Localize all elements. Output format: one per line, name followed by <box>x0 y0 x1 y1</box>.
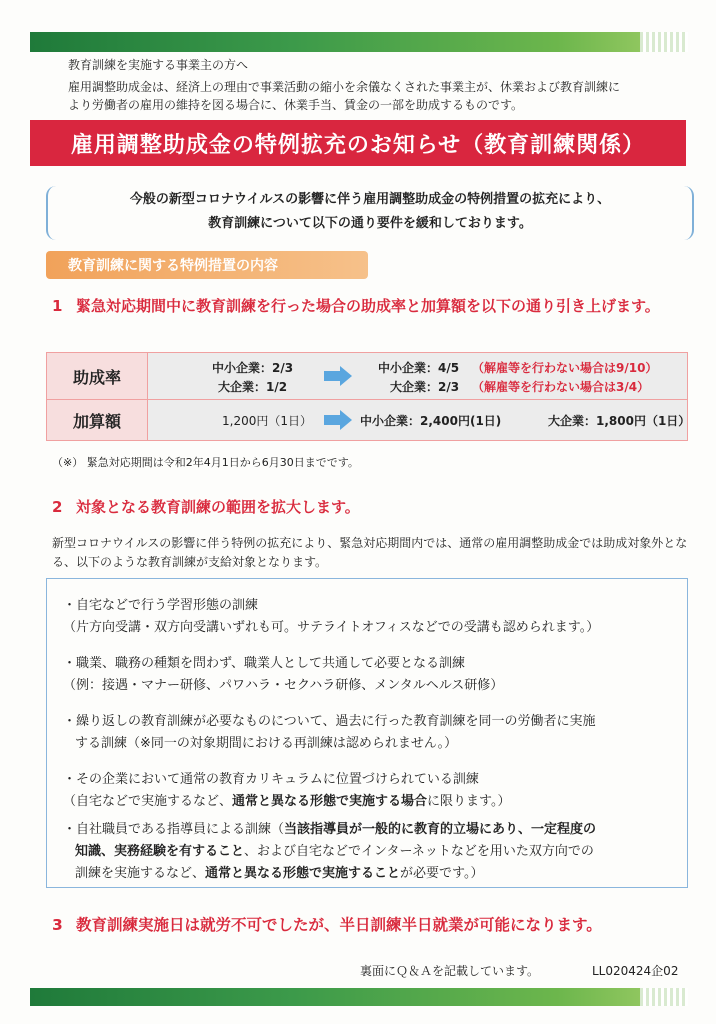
back-side-note: 裏面にＱ＆Ａを記載しています。 <box>360 964 540 978</box>
list-item <box>63 653 678 697</box>
section-1-text: 緊急対応期間中に教育訓練を行った場合の助成率と加算額を以下の通り引き上げます。 <box>76 297 660 315</box>
after-large-rate: 大企業：2/3 <box>390 380 460 394</box>
text-bold: 知識、実務経験を有すること <box>75 844 245 859</box>
table-row-bonus <box>47 400 688 441</box>
list-item-line <box>63 863 678 885</box>
text-bold: 当該指導員が一般的に教育的立場にあり、一定程度の <box>284 822 597 837</box>
notice-line-2: 教育訓練について以下の通り要件を緩和しております。 <box>208 216 532 231</box>
bottom-green-bar <box>30 988 688 1006</box>
text-bold: 通常と異なる形態で実施する場合 <box>232 794 428 809</box>
section-1-heading <box>52 294 662 318</box>
list-item-line: （例：接遇・マナー研修、パワハラ・セクハラ研修、メンタルヘルス研修） <box>63 678 504 693</box>
list-item <box>63 711 678 755</box>
section-3-text: 教育訓練実施日は就労不可でしたが、半日訓練半日就業が可能になります。 <box>76 916 602 934</box>
after-large-note: （解雇等を行わない場合は3/4） <box>472 380 650 394</box>
section-2-number: 2 <box>52 498 63 516</box>
top-green-bar <box>30 32 688 52</box>
text-normal: （自宅などで実施するなど、 <box>63 794 233 809</box>
list-item <box>63 595 678 639</box>
list-item-line <box>63 841 678 863</box>
list-item-line: ・その企業において通常の教育カリキュラムに位置づけられている訓練 <box>63 772 479 787</box>
before-bonus: 1,200円（1日） <box>222 414 312 428</box>
after-sme-note: （解雇等を行わない場合は9/10） <box>472 361 658 375</box>
training-list-box <box>46 578 688 888</box>
text-normal: 、および自宅などでインターネットなどを用いた双方向での <box>244 844 594 859</box>
row-body-bonus <box>148 400 691 441</box>
bar-stripes <box>640 988 688 1006</box>
section-pill: 教育訓練に関する特例措置の内容 <box>46 251 368 279</box>
list-item-line: ・職業、職務の種類を問わず、職業人として共通して必要となる訓練 <box>63 656 465 671</box>
list-item <box>63 769 678 813</box>
after-bonus-large: 大企業：1,800円（1日） <box>548 414 691 428</box>
section-1-number: 1 <box>52 297 63 315</box>
before-sme-rate: 中小企業：2/3 <box>212 361 294 375</box>
intro-heading: 教育訓練を実施する事業主の方へ <box>68 58 249 72</box>
document-code: LL020424企02 <box>592 964 679 978</box>
section-3-number: 3 <box>52 916 63 934</box>
text-normal: に限ります。） <box>427 794 511 809</box>
text-normal: 訓練を実施するなど、 <box>75 866 206 881</box>
text-bold: 通常と異なる形態で実施すること <box>205 866 401 881</box>
footnote: （※） 緊急対応期間は令和2年4月1日から6月30日までです。 <box>52 456 359 469</box>
notice-box <box>46 186 694 240</box>
text-normal: ・自社職員である指導員による訓練（ <box>63 822 285 837</box>
page-title: 雇用調整助成金の特例拡充のお知らせ（教育訓練関係） <box>30 120 686 166</box>
row-head-rate: 助成率 <box>47 353 148 400</box>
text-normal: が必要です。） <box>400 866 484 881</box>
bar-stripes <box>640 32 688 52</box>
list-item-line: ・繰り返しの教育訓練が必要なものについて、過去に行った教育訓練を同一の労働者に実施 <box>63 714 596 729</box>
list-item-line: する訓練（※同一の対象期間における再訓練は認められません。） <box>75 736 458 751</box>
notice-line-1: 今般の新型コロナウイルスの影響に伴う雇用調整助成金の特例措置の拡充により、 <box>129 192 611 207</box>
after-sme-rate: 中小企業：4/5 <box>378 361 460 375</box>
list-item-line: ・自宅などで行う学習形態の訓練 <box>63 598 259 613</box>
section-3-heading <box>52 913 602 937</box>
after-bonus-sme: 中小企業：2,400円(1日) <box>360 414 502 428</box>
section-2-body: 新型コロナウイルスの影響に伴う特例の拡充により、緊急対応期間内では、通常の雇用調整助成金では助成対象外となる、以下のような教育訓練が支給対象となります。 <box>52 536 688 569</box>
section-2-heading <box>52 495 360 519</box>
table-row-rate <box>47 353 688 400</box>
intro-body: 雇用調整助成金は、経済上の理由で事業活動の縮小を余儀なくされた事業主が、休業および教育訓練により労働者の雇用の維持を図る場合に、休業手当、賃金の一部を助成するものです。 <box>68 80 621 112</box>
section-2-text: 対象となる教育訓練の範囲を拡大します。 <box>76 498 360 516</box>
row-body-rate <box>148 353 688 400</box>
before-large-rate: 大企業：1/2 <box>218 380 288 394</box>
subsidy-table <box>46 352 691 441</box>
list-item <box>63 819 678 885</box>
list-item-line <box>63 791 678 813</box>
list-item-line: （片方向受講・双方向受講いずれも可。サテライトオフィスなどでの受講も認められます。） <box>63 620 600 635</box>
list-item-line <box>63 819 678 841</box>
row-head-bonus: 加算額 <box>47 400 148 441</box>
